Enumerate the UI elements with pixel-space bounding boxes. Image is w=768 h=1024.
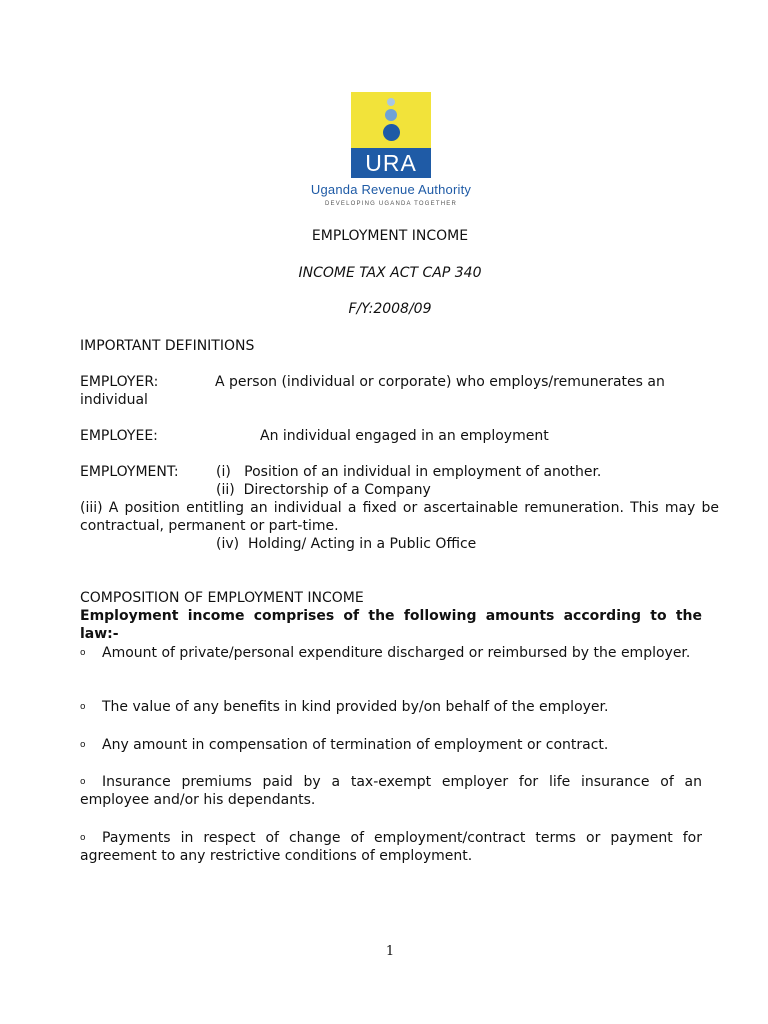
composition-intro: Employment income comprises of the following amounts according to the law:- <box>80 608 702 642</box>
composition-heading: COMPOSITION OF EMPLOYMENT INCOME <box>80 590 364 606</box>
list-item <box>80 644 702 662</box>
list-item-text: The value of any benefits in kind provided by/on behalf of the employer. <box>102 699 609 715</box>
employment-term: EMPLOYMENT: <box>80 464 179 480</box>
bullet-icon: o <box>80 833 86 843</box>
act-reference: INCOME TAX ACT CAP 340 <box>298 265 482 281</box>
list-item-text: Insurance premiums paid by a tax-exempt employer for life insurance of an employee and/or his dependants. <box>80 774 702 808</box>
employer-term: EMPLOYER: <box>80 374 159 390</box>
logo-dot-medium <box>385 109 397 121</box>
list-item-text: Amount of private/personal expenditure discharged or reimbursed by the employer. <box>102 645 691 661</box>
employment-item-4: (iv) Holding/ Acting in a Public Office <box>216 536 477 552</box>
bullet-icon: o <box>80 740 86 750</box>
list-item-text: Any amount in compensation of termination of employment or contract. <box>102 737 609 753</box>
ura-logo-mark <box>351 92 431 178</box>
logo-org-name: Uganda Revenue Authority <box>310 182 472 197</box>
employer-definition-line1: A person (individual or corporate) who employs/remunerates an <box>215 374 665 390</box>
employer-definition-line2: individual <box>80 392 148 408</box>
list-item <box>80 736 702 754</box>
page-number: 1 <box>385 944 395 959</box>
bullet-icon: o <box>80 702 86 712</box>
logo-dot-small <box>387 98 395 106</box>
definitions-heading: IMPORTANT DEFINITIONS <box>80 338 255 354</box>
employee-term: EMPLOYEE: <box>80 428 158 444</box>
list-item <box>80 773 702 809</box>
fiscal-year: F/Y:2008/09 <box>348 301 432 317</box>
list-item <box>80 698 702 716</box>
employment-item-2: (ii) Directorship of a Company <box>216 482 431 498</box>
employee-definition: An individual engaged in an employment <box>260 428 549 444</box>
list-item-text: Payments in respect of change of employment/contract terms or payment for agreement to any restrictive conditions of employment. <box>80 830 702 864</box>
logo-dot-large <box>383 124 400 141</box>
logo-tagline: DEVELOPING UGANDA TOGETHER <box>324 201 457 207</box>
logo-mark-text: URA <box>365 150 417 176</box>
bullet-icon: o <box>80 648 86 658</box>
document-title: EMPLOYMENT INCOME <box>311 228 469 244</box>
employment-item-3: (iii) A position entitling an individual a fixed or ascertainable remuneration. This may be contractual, permanent or part-time. <box>80 500 719 534</box>
bullet-icon: o <box>80 777 86 787</box>
list-item <box>80 829 702 865</box>
ura-logo <box>289 92 493 214</box>
employment-item-1: (i) Position of an individual in employment of another. <box>216 464 602 480</box>
